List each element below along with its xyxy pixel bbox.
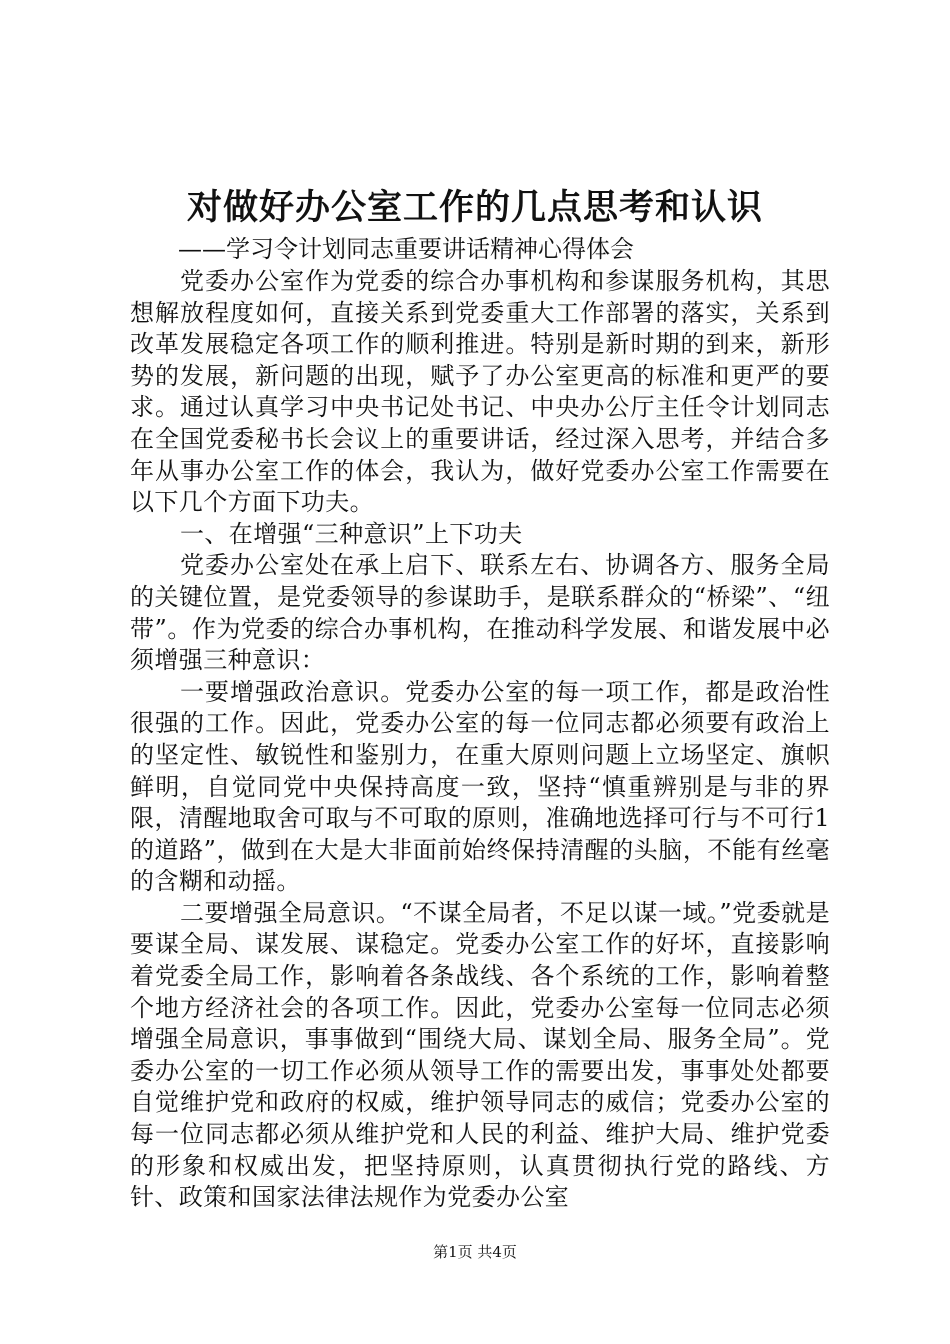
paragraph-political-awareness: 一要增强政治意识。党委办公室的每一项工作，都是政治性很强的工作。因此，党委办公室的每一位同志都必须要有政治上的坚定性、敏锐性和鉴别力，在重大原则问题上立场坚定、旗帜鲜明，自觉同党中央保持高度一致，坚持“慎重辨别是与非的界限，清醒地取舍可取与不可取的原则，准确地选择可行与不可行1的道路”，做到在大是大非面前始终保持清醒的头脑，不能有丝毫的含糊和动摇。 — [130, 677, 830, 896]
section-heading: 一、在增强“三种意识”上下功夫 — [180, 519, 523, 548]
paragraph-intro: 党委办公室作为党委的综合办事机构和参谋服务机构，其思想解放程度如何，直接关系到党委重大工作部署的落实，关系到改革发展稳定各项工作的顺利推进。特别是新时期的到来，新形势的发展，新问题的出现，赋予了办公室更高的标准和更严的要求。通过认真学习中央书记处书记、中央办公厅主任令计划同志在全国党委秘书长会议上的重要讲话，经过深入思考，并结合多年从事办公室工作的体会，我认为，做好党委办公室工作需要在以下几个方面下功夫。 — [130, 267, 830, 517]
page-number-footer: 第1页 共4页 — [433, 1243, 517, 1261]
document-body — [130, 266, 830, 1214]
page-title: 对做好办公室工作的几点思考和认识 — [186, 187, 763, 228]
page-subtitle: ——学习令计划同志重要讲话精神心得体会 — [178, 235, 634, 263]
paragraph-overall-awareness: 二要增强全局意识。“不谋全局者，不足以谋一域。”党委就是要谋全局、谋发展、谋稳定。党委办公室工作的好坏，直接影响着党委全局工作，影响着各条战线、各个系统的工作，影响着整个地方经济社会的各项工作。因此，党委办公室每一位同志必须增强全局意识，事事做到“围绕大局、谋划全局、服务全局”。党委办公室的一切工作必须从领导工作的需要出发，事事处处都要自觉维护党和政府的权威，维护领导同志的威信；党委办公室的每一位同志都必须从维护党和人民的利益、维护大局、维护党委的形象和权威出发，把坚持原则，认真贯彻执行党的路线、方针、政策和国家法律法规作为党委办公室 — [130, 898, 830, 1212]
paragraph-section-intro: 党委办公室处在承上启下、联系左右、协调各方、服务全局的关键位置，是党委领导的参谋助手，是联系群众的“桥梁”、“纽带”。作为党委的综合办事机构，在推动科学发展、和谐发展中必须增强三种意识： — [130, 551, 830, 675]
